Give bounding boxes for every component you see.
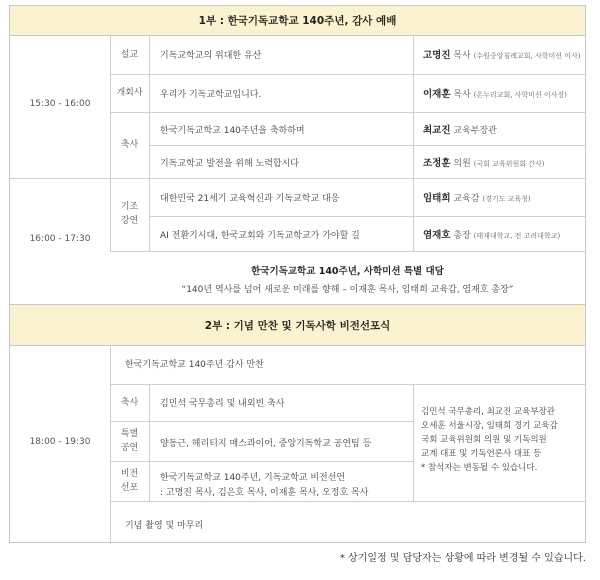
program-item: 김민석 국무총리 및 내외빈 축사 — [160, 399, 285, 409]
divider — [149, 178, 150, 251]
speaker — [423, 122, 497, 136]
program-item: 우리가 기독교학교입니다. — [160, 90, 262, 100]
speaker-affiliation: (태재대학교, 전 고려대학교) — [473, 232, 561, 240]
speaker — [423, 155, 544, 169]
speaker-name: 염재호 — [423, 230, 451, 241]
program-item: 대한민국 21세기 교육혁신과 기독교학교 대응 — [160, 194, 340, 204]
speaker-title: 목사 — [453, 51, 471, 61]
role-vision-line2: 선포 — [120, 483, 139, 493]
divider — [149, 384, 150, 501]
speaker-affiliation: (경기도 교육청) — [482, 195, 531, 203]
program-item: 한국기독교학교 140주년 감사 만찬 — [125, 360, 264, 370]
role-performance — [110, 427, 149, 455]
divider — [110, 74, 585, 75]
program-item: 한국기독교학교 140주년을 축하하며 — [160, 126, 305, 136]
speaker-name: 고명진 — [423, 50, 451, 61]
divider — [110, 112, 585, 113]
divider — [413, 178, 414, 251]
divider — [110, 251, 585, 252]
guest-line: 오세훈 서울시장, 임태희 경기 교육감 — [421, 421, 558, 431]
part2-header: 2부 : 기념 만찬 및 기독사학 비전선포식 — [10, 304, 585, 346]
time-slot-3: 18:00 - 19:30 — [29, 437, 91, 447]
program-item: 기념 촬영 및 마무리 — [125, 521, 204, 531]
speaker-title: 의원 — [453, 159, 471, 169]
program-item: 기독교학교의 위대한 유산 — [160, 51, 262, 61]
role-performance-line2: 공연 — [120, 443, 139, 453]
speaker-affiliation: (수원중앙침례교회, 사학미션 이사) — [473, 52, 581, 60]
speaker — [423, 227, 560, 241]
program-item: 한국기독교학교 140주년, 기독교학교 비전선언 — [160, 473, 346, 483]
speaker-name: 최교진 — [423, 125, 451, 136]
program-schedule-table — [9, 5, 586, 543]
program-item: 양동근, 헤리티지 매스콰이어, 중앙기독학교 공연팀 등 — [160, 439, 372, 449]
speaker-affiliation: (온누리교회, 사학미션 이사장) — [473, 91, 567, 99]
footnote: * 상기일정 및 담당자는 상황에 따라 변경될 수 있습니다. — [339, 553, 586, 564]
speaker-affiliation: (국회 교육위원회 간사) — [473, 160, 545, 168]
program-item: AI 전환기시대, 한국교회와 기독교학교가 가야할 길 — [160, 231, 360, 241]
time-slot-1: 15:30 - 16:00 — [29, 99, 91, 109]
role-performance-line1: 특별 — [120, 429, 139, 439]
divider — [110, 501, 585, 502]
speaker-title: 교육부장관 — [453, 126, 497, 136]
divider — [149, 216, 585, 217]
role-sermon: 설교 — [120, 50, 139, 60]
role-vision — [110, 467, 149, 495]
speaker — [423, 47, 580, 61]
role-congrats: 축사 — [120, 140, 139, 150]
divider — [413, 384, 414, 501]
divider — [10, 178, 585, 179]
speaker-title: 총장 — [453, 231, 471, 241]
speaker-name: 이재훈 — [423, 89, 451, 100]
part1-header: 1부 : 한국기독교학교 140주년, 감사 예배 — [10, 6, 585, 36]
speaker-title: 교육감 — [453, 194, 480, 204]
role-keynote-line1: 기조 — [120, 202, 139, 212]
role-opening: 개회사 — [116, 88, 143, 98]
guest-line: 김민석 국무총리, 최교진 교육부장관 — [421, 407, 555, 417]
divider — [110, 461, 413, 462]
guest-list — [421, 405, 558, 475]
divider — [413, 36, 414, 178]
divider — [110, 421, 413, 422]
special-talk-title: 한국기독교학교 140주년, 사학미션 특별 대담 — [251, 266, 444, 277]
speaker — [423, 190, 531, 204]
program-item: 기독교학교 발전을 위해 노력합시다 — [160, 159, 299, 169]
guest-note: * 참석자는 변동될 수 있습니다. — [421, 463, 538, 473]
speaker-name: 조정훈 — [423, 158, 451, 169]
divider — [149, 145, 585, 146]
role-congrats: 축사 — [120, 398, 139, 408]
role-keynote — [110, 200, 149, 228]
time-slot-2: 16:00 - 17:30 — [29, 234, 91, 244]
special-talk-quote: “140년 역사를 넘어 새로운 미래를 향해 – 이재훈 목사, 임태희 교육감, 염재호 총장” — [181, 285, 514, 295]
guest-line: 국회 교육위원회 의원 및 기독의원 — [421, 435, 547, 445]
program-item: : 고명진 목사, 김은호 목사, 이재훈 목사, 오정호 목사 — [160, 488, 369, 498]
guest-line: 교계 대표 및 기독언론사 대표 등 — [421, 449, 542, 459]
role-keynote-line2: 강연 — [120, 216, 139, 226]
speaker — [423, 86, 567, 100]
speaker-name: 임태희 — [423, 193, 451, 204]
divider — [110, 384, 585, 385]
speaker-title: 목사 — [453, 90, 471, 100]
role-vision-line1: 비전 — [120, 469, 139, 479]
